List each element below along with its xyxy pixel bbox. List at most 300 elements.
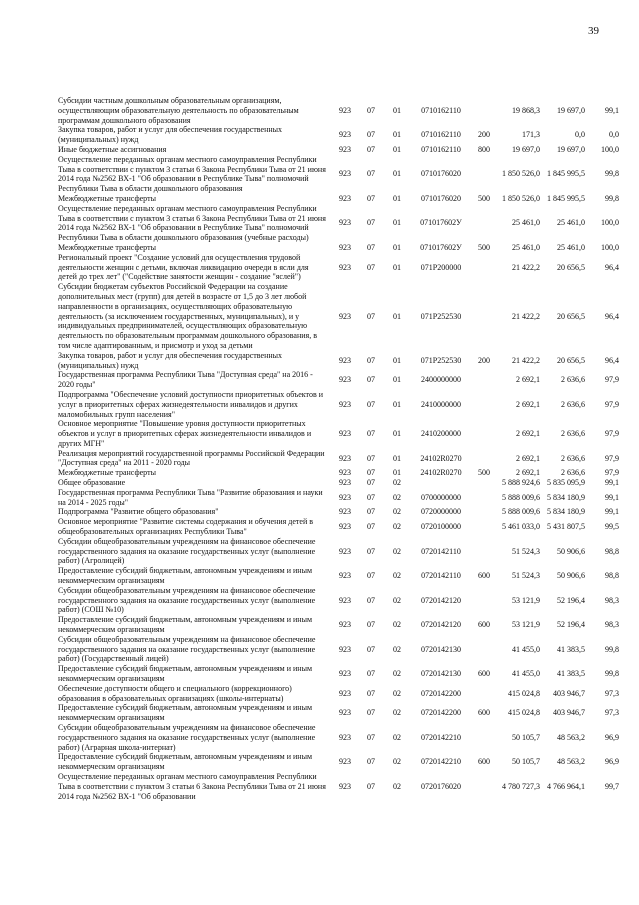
row-section: 07 [367, 311, 375, 321]
row-section: 07 [367, 355, 375, 365]
row-ministry: 923 [339, 130, 351, 140]
row-target-code [410, 478, 472, 488]
row-target-code: 0720176020 [421, 781, 461, 791]
row-subsection: 02 [393, 781, 401, 791]
row-percent: 99,8 [605, 169, 619, 179]
table-row [58, 351, 619, 371]
row-planned-amount: 50 105,7 [512, 757, 540, 767]
row-subsection: 02 [393, 708, 401, 718]
row-section: 07 [367, 644, 375, 654]
row-target-code: 0710162110 [421, 105, 461, 115]
row-ministry: 923 [339, 571, 351, 581]
row-percent: 99,8 [605, 644, 619, 654]
row-target-code: 2410000000 [421, 399, 461, 409]
row-expense-type: 200 [478, 355, 490, 365]
row-ministry: 923 [339, 429, 351, 439]
row-section: 07 [367, 546, 375, 556]
row-section: 07 [367, 688, 375, 698]
row-planned-amount: 2 692,1 [516, 399, 540, 409]
table-row [58, 243, 619, 253]
table-row [58, 664, 619, 684]
row-section: 07 [367, 105, 375, 115]
row-percent: 96,4 [605, 262, 619, 272]
row-ministry: 923 [339, 478, 351, 488]
row-actual-amount: 50 906,6 [557, 571, 585, 581]
row-target-code: 24102R0270 [420, 453, 462, 463]
row-actual-amount: 50 906,6 [557, 546, 585, 556]
row-expense-type [472, 155, 496, 194]
row-target-code: 071P252530 [420, 355, 462, 365]
row-subsection: 01 [393, 242, 401, 252]
row-name: Общее образование [58, 478, 126, 488]
row-ministry: 923 [339, 688, 351, 698]
row-expense-type [472, 537, 496, 566]
table-row [58, 449, 619, 469]
row-planned-amount: 2 692,1 [516, 468, 540, 478]
row-ministry: 923 [339, 144, 351, 154]
row-target-code: 0700000000 [421, 492, 461, 502]
table-row [58, 204, 619, 243]
row-name: Государственная программа Республики Тыва "Доступная среда" на 2016 - 2020 годы" [58, 370, 313, 390]
row-planned-amount: 41 455,0 [512, 669, 540, 679]
row-planned-amount: 19 868,3 [512, 105, 540, 115]
row-target-code: 0720100000 [421, 522, 461, 532]
row-ministry: 923 [339, 732, 351, 742]
row-planned-amount: 51 524,3 [512, 571, 540, 581]
row-name: Предоставление субсидий бюджетным, автономным учреждениям и иным некоммерческим организациям [58, 615, 313, 635]
row-target-code: 071017602У [420, 218, 462, 228]
row-section: 07 [367, 193, 375, 203]
row-expense-type [472, 635, 496, 664]
row-subsection: 01 [393, 193, 401, 203]
table-row [58, 684, 619, 704]
row-section: 07 [367, 453, 375, 463]
row-actual-amount: 25 461,0 [557, 242, 585, 252]
row-actual-amount: 19 697,0 [557, 105, 585, 115]
row-expense-type: 600 [478, 669, 490, 679]
table-row [58, 703, 619, 723]
row-planned-amount: 53 121,9 [512, 620, 540, 630]
row-ministry: 923 [339, 311, 351, 321]
budget-table [58, 96, 619, 801]
row-expense-type [472, 586, 496, 615]
row-percent: 99,1 [605, 105, 619, 115]
row-name: Реализация мероприятий государственной программы Российской Федерации "Доступная среда" на 2011 - 2020 годы [58, 448, 325, 468]
table-row [58, 468, 619, 478]
row-name: Субсидии общеобразовательным учреждениям на финансовое обеспечение государственного задания на оказание государственных услуг (выполнение работ) (Государственный лицей) [58, 634, 316, 664]
page-number: 39 [588, 25, 599, 37]
table-row [58, 772, 619, 801]
table-row [58, 723, 619, 752]
row-name: Осуществление переданных органам местного самоуправления Республики Тыва в соответствии с пунктом 3 статьи 6 Закона Республики Тыва от 21 июня 2014 года №2562 ВХ-1 "Об образовании в Республике Тыва" полномочий Республики Тыва в области дошкольного образования [58, 154, 326, 194]
row-expense-type [472, 517, 496, 537]
row-percent: 98,8 [605, 546, 619, 556]
row-name: Государственная программа Республики Тыва "Развитие образования и науки на 2014 - 2025 годы" [58, 487, 323, 507]
row-ministry: 923 [339, 193, 351, 203]
row-section: 07 [367, 571, 375, 581]
row-target-code: 24102R0270 [420, 468, 462, 478]
row-subsection: 02 [393, 571, 401, 581]
row-ministry: 923 [339, 453, 351, 463]
row-percent: 99,7 [605, 781, 619, 791]
row-planned-amount: 171,3 [522, 130, 540, 140]
row-percent: 97,9 [605, 375, 619, 385]
row-name: Предоставление субсидий бюджетным, автономным учреждениям и иным некоммерческим организациям [58, 664, 313, 684]
row-subsection: 02 [393, 732, 401, 742]
row-subsection: 02 [393, 595, 401, 605]
row-planned-amount: 2 692,1 [516, 429, 540, 439]
row-subsection: 01 [393, 453, 401, 463]
row-actual-amount: 41 383,5 [557, 644, 585, 654]
row-expense-type [472, 390, 496, 419]
row-expense-type: 200 [478, 130, 490, 140]
row-section: 07 [367, 620, 375, 630]
row-target-code: 0720000000 [421, 507, 461, 517]
row-percent: 100,0 [601, 144, 619, 154]
table-row [58, 194, 619, 204]
row-section: 07 [367, 492, 375, 502]
row-target-code: 0720142200 [421, 688, 461, 698]
row-actual-amount: 52 196,4 [557, 620, 585, 630]
row-percent: 99,1 [605, 478, 619, 488]
row-subsection: 01 [393, 130, 401, 140]
row-section: 07 [367, 522, 375, 532]
table-row [58, 370, 619, 390]
row-target-code: 0710162110 [421, 130, 461, 140]
row-name: Подпрограмма "Развитие общего образования" [58, 507, 219, 517]
row-target-code: 0720142200 [421, 708, 461, 718]
row-planned-amount: 21 422,2 [512, 262, 540, 272]
row-planned-amount: 41 455,0 [512, 644, 540, 654]
row-ministry: 923 [339, 708, 351, 718]
row-ministry: 923 [339, 492, 351, 502]
row-ministry: 923 [339, 218, 351, 228]
row-actual-amount: 2 636,6 [561, 399, 585, 409]
row-name: Иные бюджетные ассигнования [58, 144, 167, 154]
row-target-code: 0720142120 [421, 620, 461, 630]
row-actual-amount: 0,0 [575, 130, 585, 140]
row-target-code: 2410200000 [421, 429, 461, 439]
table-row [58, 155, 619, 194]
row-planned-amount: 50 105,7 [512, 732, 540, 742]
row-planned-amount: 25 461,0 [512, 242, 540, 252]
row-section: 07 [367, 478, 375, 488]
row-name: Основное мероприятие "Повышение уровня доступности приоритетных объектов и услуг в приоритетных сферах жизнедеятельности инвалидов и других МГН" [58, 419, 312, 448]
row-percent: 100,0 [601, 242, 619, 252]
table-row [58, 478, 619, 488]
table-body [58, 96, 619, 801]
row-percent: 98,8 [605, 571, 619, 581]
row-name: Субсидии общеобразовательным учреждениям на финансовое обеспечение государственного задания на оказание государственных услуг (выполнение работ) (Агролицей) [58, 536, 316, 566]
row-planned-amount: 5 888 924,6 [502, 478, 540, 488]
row-section: 07 [367, 708, 375, 718]
row-name: Основное мероприятие "Развитие системы содержания и обучения детей в общеобразовательных организациях Республики Тыва" [58, 517, 314, 537]
row-name: Субсидии общеобразовательным учреждениям на финансовое обеспечение государственного задания на оказание государственных услуг (выполнение работ) (СОШ №10) [58, 585, 316, 615]
row-expense-type: 500 [478, 242, 490, 252]
row-subsection: 01 [393, 311, 401, 321]
row-ministry: 923 [339, 595, 351, 605]
row-ministry: 923 [339, 507, 351, 517]
row-ministry: 923 [339, 644, 351, 654]
row-ministry: 923 [339, 399, 351, 409]
row-percent: 99,5 [605, 522, 619, 532]
row-planned-amount: 415 024,8 [508, 688, 540, 698]
row-expense-type [472, 282, 496, 351]
row-expense-type: 600 [478, 757, 490, 767]
row-name: Предоставление субсидий бюджетным, автономным учреждениям и иным некоммерческим организациям [58, 703, 313, 723]
table-row [58, 615, 619, 635]
row-actual-amount: 20 656,5 [557, 262, 585, 272]
table-row [58, 507, 619, 517]
row-percent: 97,3 [605, 708, 619, 718]
row-ministry: 923 [339, 355, 351, 365]
row-target-code: 071017602У [420, 242, 462, 252]
row-planned-amount: 2 692,1 [516, 453, 540, 463]
table-row [58, 752, 619, 772]
row-percent: 99,8 [605, 193, 619, 203]
row-subsection: 02 [393, 478, 401, 488]
row-expense-type [472, 253, 496, 282]
row-name: Региональный проект "Создание условий для осуществления трудовой деятельности женщин с детьми, включая ликвидацию очереди в ясли для детей до трех лет" ("Содействие занятости женщин - создание "яслей") [58, 252, 309, 282]
row-target-code: 0710162110 [421, 144, 461, 154]
row-target-code: 0720142120 [421, 595, 461, 605]
row-subsection: 02 [393, 644, 401, 654]
row-actual-amount: 20 656,5 [557, 311, 585, 321]
row-actual-amount: 403 946,7 [553, 688, 585, 698]
row-actual-amount: 25 461,0 [557, 218, 585, 228]
row-actual-amount: 1 845 995,5 [547, 193, 585, 203]
row-actual-amount: 20 656,5 [557, 355, 585, 365]
row-actual-amount: 19 697,0 [557, 144, 585, 154]
row-expense-type [472, 449, 496, 469]
row-section: 07 [367, 595, 375, 605]
row-target-code: 071P252530 [420, 311, 462, 321]
row-ministry: 923 [339, 546, 351, 556]
row-actual-amount: 2 636,6 [561, 468, 585, 478]
row-planned-amount: 5 888 009,6 [502, 507, 540, 517]
row-subsection: 01 [393, 105, 401, 115]
table-row [58, 586, 619, 615]
row-target-code: 0720142210 [421, 732, 461, 742]
row-subsection: 02 [393, 522, 401, 532]
row-name: Предоставление субсидий бюджетным, автономным учреждениям и иным некоммерческим организациям [58, 752, 313, 772]
row-expense-type: 800 [478, 144, 490, 154]
table-row [58, 488, 619, 508]
table-row [58, 125, 619, 145]
row-planned-amount: 1 850 526,0 [502, 193, 540, 203]
row-expense-type [472, 772, 496, 801]
row-target-code: 0720142130 [421, 644, 461, 654]
row-name: Субсидии частным дошкольным образовательным организациям, осуществляющим образовательную деятельность по образовательным программам дошкольного образования [58, 96, 299, 125]
row-planned-amount: 19 697,0 [512, 144, 540, 154]
row-actual-amount: 41 383,5 [557, 669, 585, 679]
row-section: 07 [367, 169, 375, 179]
row-name: Осуществление переданных органам местного самоуправления Республики Тыва в соответствии с пунктом 3 статьи 6 Закона Республики Тыва от 21 июня 2014 года №2562 ВХ-1 "Об образовании в Республике Тыва" полномочий Республики Тыва в области дошкольного образования (учебные расходы) [58, 203, 326, 243]
row-target-code: 0720142210 [421, 757, 461, 767]
row-target-code: 0720142110 [421, 546, 461, 556]
row-expense-type [472, 204, 496, 243]
row-expense-type [472, 96, 496, 125]
row-subsection: 01 [393, 262, 401, 272]
row-actual-amount: 5 834 180,9 [547, 492, 585, 502]
row-actual-amount: 1 845 995,5 [547, 169, 585, 179]
row-subsection: 01 [393, 355, 401, 365]
row-subsection: 01 [393, 375, 401, 385]
row-expense-type: 600 [478, 620, 490, 630]
row-planned-amount: 21 422,2 [512, 311, 540, 321]
table-row [58, 253, 619, 282]
row-target-code: 0720142110 [421, 571, 461, 581]
row-ministry: 923 [339, 781, 351, 791]
row-section: 07 [367, 468, 375, 478]
row-name: Обеспечение доступности общего и специального (коррекционного) образования в образовательных организациях (школы-интернаты) [58, 683, 292, 703]
row-expense-type [472, 684, 496, 704]
row-percent: 96,4 [605, 311, 619, 321]
row-ministry: 923 [339, 169, 351, 179]
row-target-code: 0710176020 [421, 169, 461, 179]
row-subsection: 01 [393, 218, 401, 228]
row-actual-amount: 5 431 807,5 [547, 522, 585, 532]
row-planned-amount: 5 888 009,6 [502, 492, 540, 502]
row-percent: 99,1 [605, 492, 619, 502]
row-section: 07 [367, 144, 375, 154]
row-percent: 97,9 [605, 399, 619, 409]
row-subsection: 01 [393, 468, 401, 478]
row-target-code: 0720142130 [421, 669, 461, 679]
row-name: Предоставление субсидий бюджетным, автономным учреждениям и иным некоммерческим организациям [58, 566, 313, 586]
row-percent: 96,9 [605, 732, 619, 742]
row-ministry: 923 [339, 468, 351, 478]
row-subsection: 02 [393, 507, 401, 517]
row-ministry: 923 [339, 522, 351, 532]
row-section: 07 [367, 507, 375, 517]
row-planned-amount: 2 692,1 [516, 375, 540, 385]
row-expense-type: 600 [478, 708, 490, 718]
row-percent: 97,3 [605, 688, 619, 698]
table-row [58, 517, 619, 537]
row-target-code: 071P200000 [420, 262, 462, 272]
row-percent: 96,9 [605, 757, 619, 767]
row-expense-type [472, 507, 496, 517]
row-ministry: 923 [339, 105, 351, 115]
row-name: Межбюджетные трансферты [58, 193, 156, 203]
row-expense-type [472, 478, 496, 488]
row-section: 07 [367, 242, 375, 252]
row-section: 07 [367, 757, 375, 767]
row-actual-amount: 52 196,4 [557, 595, 585, 605]
row-section: 07 [367, 669, 375, 679]
row-percent: 100,0 [601, 218, 619, 228]
row-actual-amount: 48 563,2 [557, 757, 585, 767]
row-name: Закупка товаров, работ и услуг для обеспечения государственных (муниципальных) нужд [58, 350, 283, 370]
row-section: 07 [367, 732, 375, 742]
row-planned-amount: 1 850 526,0 [502, 169, 540, 179]
row-percent: 97,9 [605, 453, 619, 463]
row-actual-amount: 5 835 095,9 [547, 478, 585, 488]
row-planned-amount: 25 461,0 [512, 218, 540, 228]
row-name: Межбюджетные трансферты [58, 468, 156, 478]
row-subsection: 02 [393, 620, 401, 630]
row-section: 07 [367, 218, 375, 228]
row-percent: 98,3 [605, 595, 619, 605]
table-row [58, 419, 619, 448]
row-name: Межбюджетные трансферты [58, 242, 156, 252]
row-expense-type: 500 [478, 468, 490, 478]
row-planned-amount: 4 780 727,3 [502, 781, 540, 791]
table-row [58, 145, 619, 155]
row-actual-amount: 5 834 180,9 [547, 507, 585, 517]
row-expense-type [472, 370, 496, 390]
row-percent: 99,1 [605, 507, 619, 517]
row-actual-amount: 2 636,6 [561, 375, 585, 385]
row-ministry: 923 [339, 242, 351, 252]
row-actual-amount: 48 563,2 [557, 732, 585, 742]
row-subsection: 02 [393, 546, 401, 556]
row-actual-amount: 403 946,7 [553, 708, 585, 718]
row-subsection: 02 [393, 688, 401, 698]
row-expense-type: 500 [478, 193, 490, 203]
row-percent: 97,9 [605, 468, 619, 478]
row-subsection: 01 [393, 399, 401, 409]
row-percent: 96,4 [605, 355, 619, 365]
row-planned-amount: 51 524,3 [512, 546, 540, 556]
row-planned-amount: 5 461 033,0 [502, 522, 540, 532]
row-section: 07 [367, 429, 375, 439]
row-expense-type [472, 723, 496, 752]
row-ministry: 923 [339, 620, 351, 630]
row-planned-amount: 53 121,9 [512, 595, 540, 605]
row-section: 07 [367, 399, 375, 409]
row-subsection: 02 [393, 669, 401, 679]
row-percent: 0,0 [609, 130, 619, 140]
row-percent: 98,3 [605, 620, 619, 630]
row-subsection: 01 [393, 429, 401, 439]
row-planned-amount: 415 024,8 [508, 708, 540, 718]
row-expense-type [472, 419, 496, 448]
row-target-code: 2400000000 [421, 375, 461, 385]
row-subsection: 02 [393, 492, 401, 502]
row-expense-type [472, 488, 496, 508]
row-planned-amount: 21 422,2 [512, 355, 540, 365]
row-ministry: 923 [339, 757, 351, 767]
table-row [58, 635, 619, 664]
table-row [58, 282, 619, 351]
row-percent: 99,8 [605, 669, 619, 679]
row-actual-amount: 2 636,6 [561, 429, 585, 439]
row-ministry: 923 [339, 262, 351, 272]
table-row [58, 537, 619, 566]
row-target-code: 0710176020 [421, 193, 461, 203]
row-subsection: 01 [393, 169, 401, 179]
row-name: Субсидии общеобразовательным учреждениям на финансовое обеспечение государственного задания на оказание государственных услуг (выполнение работ) (Аграрная школа-интернат) [58, 723, 316, 752]
row-name: Субсидии бюджетам субъектов Российской Федерации на создание дополнительных мест (групп) для детей в возрасте от 1,5 до 3 лет любой направленности в организациях, осуществляющих образовательную деятельность (за исключением государственных, муниципальных), и у индивидуальных предпринимателей, осуществляющих образовательную деятельность по образовательным программам дошкольного образования, в том числе адаптированным, и присмотр и уход за детьми [58, 282, 317, 350]
row-actual-amount: 2 636,6 [561, 453, 585, 463]
row-name: Осуществление переданных органам местного самоуправления Республики Тыва в соответствии с пунктом 3 статьи 6 Закона Республики Тыва от 21 июня 2014 года №2562 ВХ-1 "Об образовании [58, 771, 326, 801]
row-name: Закупка товаров, работ и услуг для обеспечения государственных (муниципальных) нужд [58, 125, 283, 145]
row-subsection: 01 [393, 144, 401, 154]
row-ministry: 923 [339, 375, 351, 385]
row-ministry: 923 [339, 669, 351, 679]
row-section: 07 [367, 375, 375, 385]
row-expense-type: 600 [478, 571, 490, 581]
table-row [58, 96, 619, 125]
row-section: 07 [367, 781, 375, 791]
row-section: 07 [367, 130, 375, 140]
table-row [58, 390, 619, 419]
row-subsection: 02 [393, 757, 401, 767]
row-section: 07 [367, 262, 375, 272]
row-name: Подпрограмма "Обеспечение условий доступности приоритетных объектов и услуг в приоритетных сферах жизнедеятельности инвалидов и других маломобильных групп населения" [58, 389, 323, 419]
